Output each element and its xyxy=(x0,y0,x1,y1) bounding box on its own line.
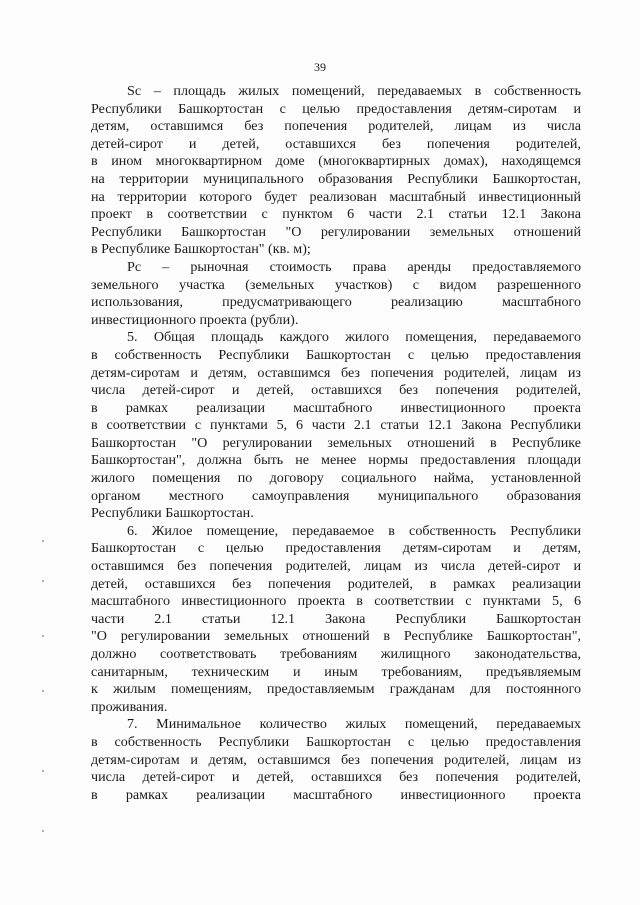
text-line: земельного участка (земельных участков) с видом разрешенного xyxy=(91,276,581,293)
text-line: Pc – рыночная стоимость права аренды предоставляемого xyxy=(127,258,581,275)
text-line: Башкортостан "О регулировании земельных отношений в Республике xyxy=(91,434,581,451)
text-line: в ином многоквартирном доме (многоквартирных домах), находящемся xyxy=(91,153,581,170)
document-body xyxy=(91,83,581,804)
text-line: санитарным, техническим и иным требованиям, предъявляемым xyxy=(91,663,581,680)
text-line: Республики Башкортостан "О регулировании земельных отношений xyxy=(91,223,581,240)
text-line: детей, оставшихся без попечения родителей, в рамках реализации xyxy=(91,575,581,592)
text-line: в соответствии с пунктами 5, 6 части 2.1 статьи 12.1 Закона Республики xyxy=(91,417,581,434)
text-line: на территории муниципального образования Республики Башкортостан, xyxy=(91,170,581,187)
text-line: Республики Башкортостан с целью предоставления детям-сиротам и xyxy=(91,100,581,117)
text-line: детям-сиротам и детям, оставшимся без попечения родителей, лицам из xyxy=(91,364,581,381)
scan-dot xyxy=(42,580,44,582)
text-line: проект в соответствии с пунктом 6 части 2.1 статьи 12.1 Закона xyxy=(91,206,581,223)
text-line: в собственность Республики Башкортостан с целью предоставления xyxy=(91,733,581,750)
text-line: масштабного инвестиционного проекта в соответствии с пунктами 5, 6 xyxy=(91,593,581,610)
text-line: использования, предусматривающего реализацию масштабного xyxy=(91,294,581,311)
text-line: в Республике Башкортостан" (кв. м); xyxy=(91,241,311,258)
text-line: Башкортостан", должна быть не менее нормы предоставления площади xyxy=(91,452,581,469)
text-line: в рамках реализации масштабного инвестиционного проекта xyxy=(91,786,581,803)
text-line: в собственность Республики Башкортостан с целью предоставления xyxy=(91,346,581,363)
text-line: числа детей-сирот и детей, оставшихся без попечения родителей, xyxy=(91,769,581,786)
scan-dot xyxy=(42,830,44,832)
text-line: числа детей-сирот и детей, оставшихся без попечения родителей, xyxy=(91,382,581,399)
text-line: 5. Общая площадь каждого жилого помещения, передаваемого xyxy=(127,329,581,346)
page-number: 39 xyxy=(314,60,326,74)
scan-dot xyxy=(42,690,44,692)
text-line: Башкортостан с целью предоставления детям-сиротам и детям, xyxy=(91,540,581,557)
text-line: инвестиционного проекта (рубли). xyxy=(91,311,299,328)
text-line: детям-сиротам и детям, оставшимся без попечения родителей, лицам из xyxy=(91,751,581,768)
scan-dot xyxy=(42,540,44,542)
text-line: на территории которого будет реализован масштабный инвестиционный xyxy=(91,188,581,205)
text-line: детей-сирот и детей, оставшихся без попечения родителей, xyxy=(91,135,581,152)
text-line: органом местного самоуправления муниципального образования xyxy=(91,487,581,504)
text-line: 7. Минимальное количество жилых помещений, передаваемых xyxy=(127,716,581,733)
text-line: оставшимся без попечения родителей, лицам из числа детей-сирот и xyxy=(91,558,581,575)
text-line: "О регулировании земельных отношений в Республике Башкортостан", xyxy=(91,628,581,645)
scan-margin-marks xyxy=(42,540,48,840)
text-line: 6. Жилое помещение, передаваемое в собственность Республики xyxy=(127,522,581,539)
text-line: проживания. xyxy=(91,698,168,715)
text-line: к жилым помещениям, предоставляемым гражданам для постоянного xyxy=(91,681,581,698)
scan-dot xyxy=(42,635,44,637)
text-line: должно соответствовать требованиям жилищного законодательства, xyxy=(91,646,581,662)
text-line: в рамках реализации масштабного инвестиционного проекта xyxy=(91,399,581,416)
text-line: Республики Башкортостан. xyxy=(91,505,254,522)
text-line: детям, оставшимся без попечения родителей, лицам из числа xyxy=(91,118,581,135)
text-line: Sc – площадь жилых помещений, передаваемых в собственность xyxy=(127,83,581,99)
scan-dot xyxy=(42,770,44,772)
text-line: части 2.1 статьи 12.1 Закона Республики Башкортостан xyxy=(91,610,581,627)
text-line: жилого помещения по договору социального найма, установленной xyxy=(91,470,581,487)
